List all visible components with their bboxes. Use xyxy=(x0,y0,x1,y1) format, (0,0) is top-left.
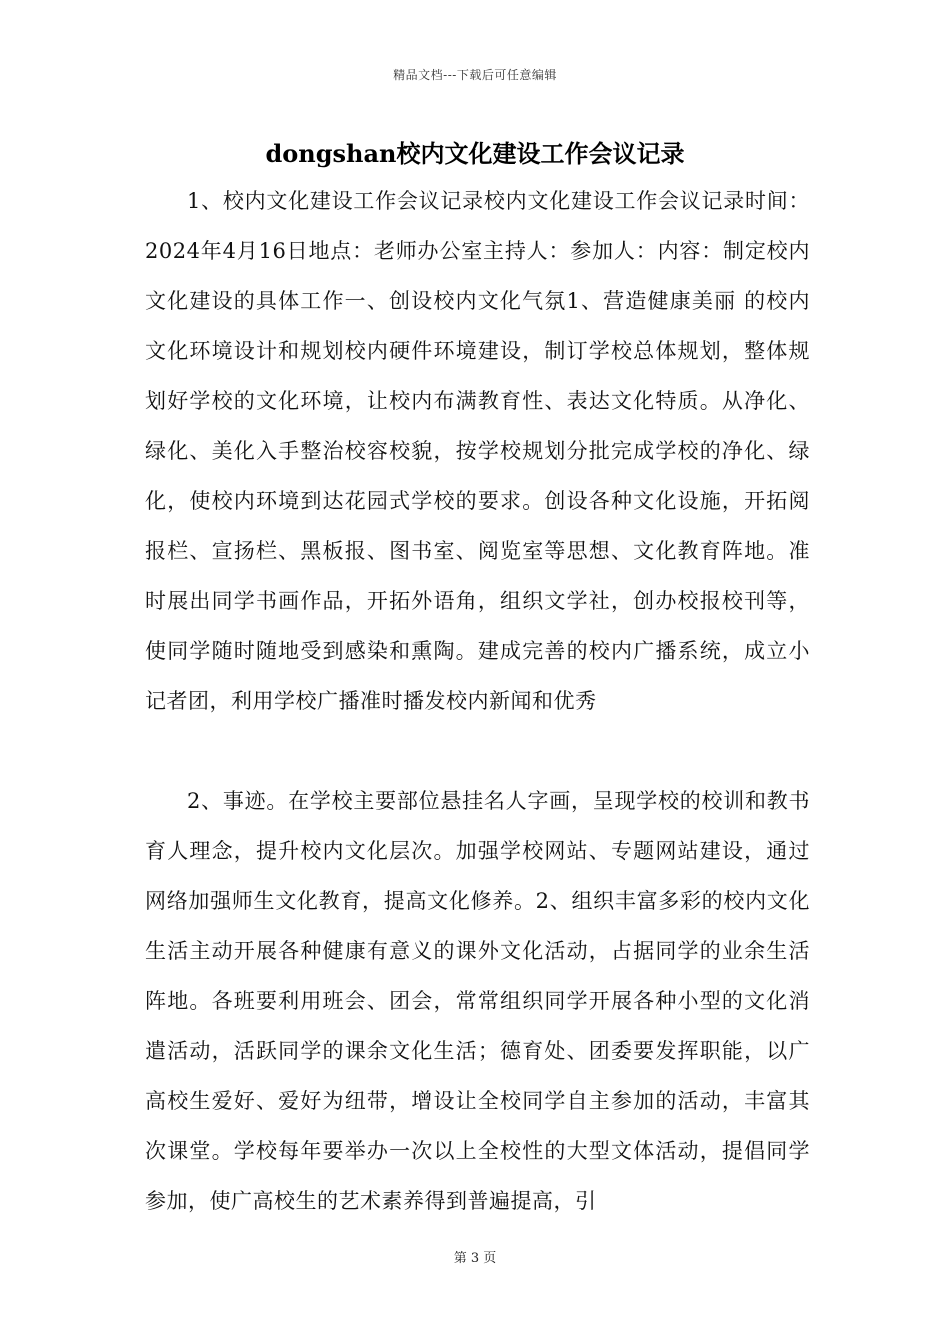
paragraph-2: 2、事迹。在学校主要部位悬挂名人字画，呈现学校的校训和教书育人理念，提升校内文化层次。加强学校网站、专题网站建设，通过网络加强师生文化教育，提高文化修养。2、组织丰富多彩的校内文化生活主动开展各种健康有意义的课外文化活动，占据同学的业余生活阵地。各班要利用班会、团会，常常组织同学开展各种小型的文化消遣活动，活跃同学的课余文化生活；德育处、团委要发挥职能，以广高校生爱好、爱好为纽带，增设让全校同学自主参加的活动，丰富其次课堂。学校每年要举办一次以上全校性的大型文体活动，提倡同学参加，使广高校生的艺术素养得到普遍提高，引 xyxy=(145,789,810,1213)
paragraph-block-1 xyxy=(145,176,810,726)
page-number: 第 3 页 xyxy=(453,1251,497,1266)
paragraph-block-2 xyxy=(145,776,810,1226)
document-title: dongshan校内文化建设工作会议记录 xyxy=(265,139,685,168)
header-note: 精品文档---下载后可任意编辑 xyxy=(393,68,557,82)
paragraph-1: 1、校内文化建设工作会议记录校内文化建设工作会议记录时间：2024年4月16日地点：老师办公室主持人：参加人：内容：制定校内文化建设的具体工作一、创设校内文化气氛1、营造健康美丽 的校内文化环境设计和规划校内硬件环境建设，制订学校总体规划，整体规划好学校的文化环境，让校内布满教育性、表达文化特质。从净化、绿化、美化入手整治校容校貌，按学校规划分批完成学校的净化、绿化，使校内环境到达花园式学校的要求。创设各种文化设施，开拓阅报栏、宣扬栏、黑板报、图书室、阅览室等思想、文化教育阵地。准时展出同学书画作品，开拓外语角，组织文学社，创办校报校刊等，使同学随时随地受到感染和熏陶。建成完善的校内广播系统，成立小记者团，利用学校广播准时播发校内新闻和优秀 xyxy=(145,189,810,713)
